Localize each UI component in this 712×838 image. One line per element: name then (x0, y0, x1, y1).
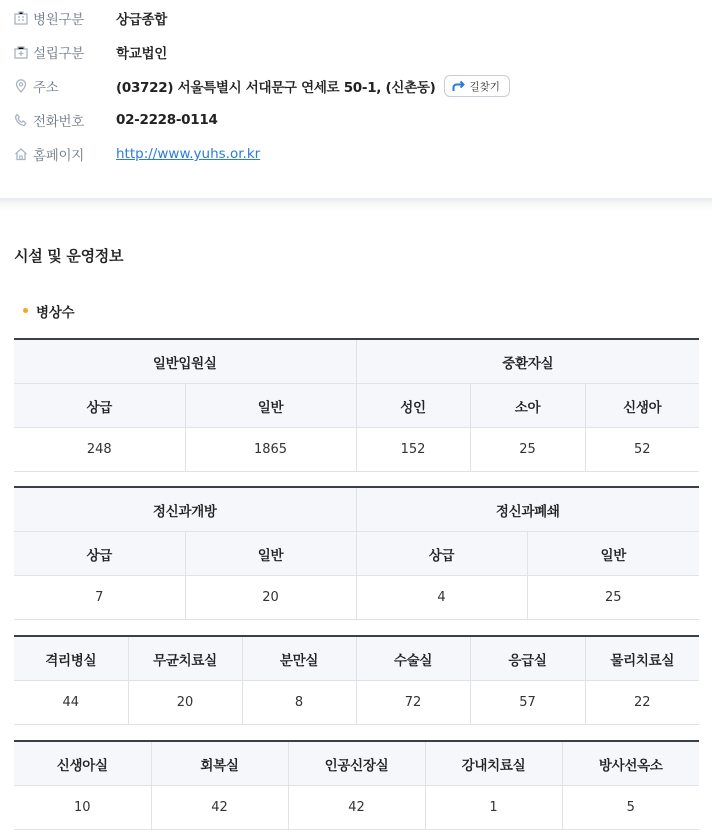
table-cell: 7 (14, 576, 185, 620)
sub-title (36, 301, 74, 321)
column-header: 상급 (356, 532, 527, 576)
column-header: 물리치료실 (585, 636, 699, 681)
institution-icon (14, 45, 28, 59)
building-icon (14, 11, 28, 25)
table-cell: 248 (14, 428, 185, 472)
info-value: 학교법인 (116, 46, 167, 62)
column-header: 무균치료실 (128, 636, 242, 681)
info-label: 홈페이지 (33, 148, 84, 164)
info-value: 상급종합 (116, 12, 167, 28)
route-button[interactable] (444, 75, 509, 97)
info-row-founding (14, 41, 167, 63)
table-cell: 72 (356, 681, 470, 725)
info-row-address (14, 75, 510, 97)
table-cell: 52 (585, 428, 699, 472)
phone-icon (14, 113, 28, 127)
table-cell: 42 (151, 786, 288, 830)
table-cell: 25 (470, 428, 585, 472)
table-cell: 20 (128, 681, 242, 725)
column-header: 강내치료실 (425, 741, 562, 786)
table-row (14, 428, 699, 472)
group-header: 정신과개방 (14, 487, 356, 532)
group-header: 중환자실 (356, 339, 699, 384)
column-header: 응급실 (470, 636, 585, 681)
table-cell: 42 (288, 786, 425, 830)
column-header: 소아 (470, 384, 585, 428)
route-button-label: 길찾기 (469, 80, 500, 93)
beds-table-special-rooms (14, 635, 699, 725)
column-header: 수술실 (356, 636, 470, 681)
column-header: 일반 (185, 532, 356, 576)
column-header: 상급 (14, 384, 185, 428)
info-label: 전화번호 (33, 114, 84, 130)
column-header: 일반 (527, 532, 699, 576)
column-header: 분만실 (242, 636, 356, 681)
info-row-type (14, 7, 167, 29)
table-cell: 1865 (185, 428, 356, 472)
column-header: 신생아실 (14, 741, 151, 786)
info-value: 02-2228-0114 (116, 112, 218, 128)
beds-table-other-rooms (14, 740, 699, 830)
beds-table-general (14, 338, 699, 472)
route-arrow-icon (452, 80, 466, 92)
column-header: 격리병실 (14, 636, 128, 681)
table-cell: 152 (356, 428, 470, 472)
table-cell: 22 (585, 681, 699, 725)
table-cell: 5 (562, 786, 699, 830)
info-label: 설립구분 (33, 46, 84, 62)
info-row-homepage (14, 143, 260, 165)
table-cell: 25 (527, 576, 699, 620)
bullet-dot (23, 308, 28, 313)
table-row (14, 786, 699, 830)
location-pin-icon (14, 79, 28, 93)
table-cell: 8 (242, 681, 356, 725)
column-header: 회복실 (151, 741, 288, 786)
column-header: 성인 (356, 384, 470, 428)
column-header: 인공신장실 (288, 741, 425, 786)
column-header: 신생아 (585, 384, 699, 428)
column-header: 일반 (185, 384, 356, 428)
column-header: 상급 (14, 532, 185, 576)
table-cell: 1 (425, 786, 562, 830)
info-value: (03722) 서울특별시 서대문구 연세로 50-1, (신촌동) (116, 80, 436, 96)
beds-table-psychiatric (14, 486, 699, 620)
section-divider (0, 198, 712, 212)
info-row-phone (14, 109, 218, 131)
group-header: 정신과폐쇄 (356, 487, 699, 532)
sub-title-label: 병상수 (36, 305, 75, 321)
table-row (14, 576, 699, 620)
info-label: 주소 (33, 80, 59, 96)
table-cell: 20 (185, 576, 356, 620)
section-title: 시설 및 운영정보 (14, 247, 124, 265)
hospital-info-card (0, 0, 712, 200)
table-row (14, 681, 699, 725)
table-cell: 4 (356, 576, 527, 620)
column-header: 방사선옥소 (562, 741, 699, 786)
info-label: 병원구분 (33, 12, 84, 28)
table-cell: 44 (14, 681, 128, 725)
table-cell: 10 (14, 786, 151, 830)
group-header: 일반입원실 (14, 339, 356, 384)
homepage-link[interactable]: http://www.yuhs.or.kr (116, 146, 261, 162)
home-icon (14, 147, 28, 161)
table-cell: 57 (470, 681, 585, 725)
